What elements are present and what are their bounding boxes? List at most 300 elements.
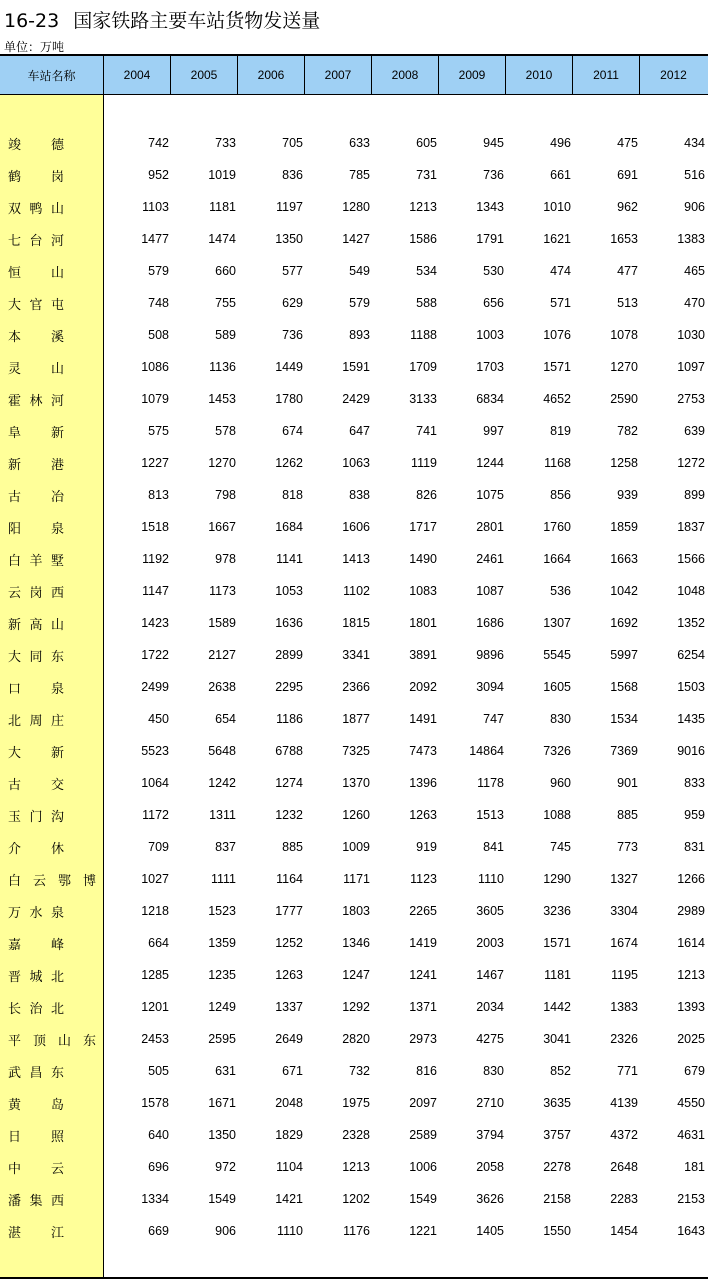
cell-value: 2058 [476,1160,504,1174]
cell-value: 669 [148,1224,169,1238]
cell-value: 470 [684,296,705,310]
cell-value: 633 [349,136,370,150]
cell-value: 2989 [677,904,705,918]
cell-value: 4631 [677,1128,705,1142]
cell-value: 1674 [610,936,638,950]
cell-value: 1006 [409,1160,437,1174]
cell-value: 782 [617,424,638,438]
cell-value: 1343 [476,200,504,214]
cell-value: 1244 [476,456,504,470]
cell-value: 1859 [610,520,638,534]
cell-value: 664 [148,936,169,950]
cell-value: 736 [282,328,303,342]
cell-value: 2034 [476,1000,504,1014]
cell-value: 837 [215,840,236,854]
station-name: 阳 泉 [8,521,64,537]
cell-value: 1490 [409,552,437,566]
cell-value: 1777 [275,904,303,918]
cell-value: 906 [215,1224,236,1238]
cell-value: 1270 [610,360,638,374]
cell-value: 654 [215,712,236,726]
table-title: 国家铁路主要车站货物发送量 [73,10,321,32]
table-row [0,1055,708,1087]
cell-value: 836 [282,168,303,182]
table-row [0,287,708,319]
cell-value: 513 [617,296,638,310]
cell-value: 705 [282,136,303,150]
table-row [0,575,708,607]
cell-value: 1110 [277,1224,303,1238]
cell-value: 1605 [543,680,571,694]
cell-value: 477 [617,264,638,278]
cell-value: 1352 [677,616,705,630]
cell-value: 2638 [208,680,236,694]
cell-value: 1566 [677,552,705,566]
cell-value: 1270 [208,456,236,470]
cell-value: 536 [550,584,571,598]
cell-value: 1221 [409,1224,437,1238]
header-year: 2007 [305,56,372,94]
cell-value: 1350 [208,1128,236,1142]
cell-value: 1088 [543,808,571,822]
station-name: 晋 城 北 [8,969,64,985]
cell-value: 1311 [209,808,236,822]
cell-value: 3094 [476,680,504,694]
cell-value: 1110 [478,872,504,886]
cell-value: 856 [550,488,571,502]
cell-value: 1048 [677,584,705,598]
cell-value: 1534 [610,712,638,726]
cell-value: 1172 [142,808,169,822]
cell-value: 1423 [141,616,169,630]
station-name: 介 休 [8,841,64,857]
station-name: 日 照 [8,1129,64,1145]
header-year: 2004 [104,56,171,94]
cell-value: 1119 [411,456,437,470]
cell-value: 2820 [342,1032,370,1046]
cell-value: 1019 [208,168,236,182]
table-row [0,479,708,511]
cell-value: 785 [349,168,370,182]
cell-value: 647 [349,424,370,438]
cell-value: 1258 [610,456,638,470]
station-name: 武 昌 东 [8,1065,64,1081]
cell-value: 1063 [342,456,370,470]
station-name: 云 岗 西 [8,585,64,601]
station-name: 灵 山 [8,361,64,377]
cell-value: 2429 [342,392,370,406]
cell-value: 1621 [543,232,571,246]
cell-value: 830 [550,712,571,726]
station-name: 大 新 [8,745,64,761]
cell-value: 1009 [342,840,370,854]
cell-value: 7473 [409,744,437,758]
cell-value: 1454 [610,1224,638,1238]
cell-value: 1571 [543,360,571,374]
cell-value: 660 [215,264,236,278]
unit-label: 单位：万吨 [4,40,65,54]
cell-value: 1667 [208,520,236,534]
station-name: 阜 新 [8,425,64,441]
cell-value: 589 [215,328,236,342]
cell-value: 2097 [409,1096,437,1110]
cell-value: 919 [416,840,437,854]
cell-value: 3757 [543,1128,571,1142]
table-row [0,1023,708,1055]
cell-value: 1614 [677,936,705,950]
cell-value: 1227 [141,456,169,470]
cell-value: 1780 [275,392,303,406]
cell-value: 1815 [342,616,370,630]
table-body [0,127,708,1247]
cell-value: 3304 [610,904,638,918]
cell-value: 838 [349,488,370,502]
cell-value: 674 [282,424,303,438]
station-name: 竣 德 [8,137,64,153]
cell-value: 2328 [342,1128,370,1142]
table-bottom-rule [0,1277,708,1279]
cell-value: 534 [416,264,437,278]
cell-value: 1213 [677,968,705,982]
cell-value: 1435 [677,712,705,726]
cell-value: 709 [148,840,169,854]
cell-value: 2589 [409,1128,437,1142]
header-year: 2011 [573,56,640,94]
cell-value: 1280 [342,200,370,214]
cell-value: 939 [617,488,638,502]
cell-value: 1722 [141,648,169,662]
cell-value: 742 [148,136,169,150]
cell-value: 2899 [275,648,303,662]
cell-value: 5997 [610,648,638,662]
cell-value: 1393 [677,1000,705,1014]
cell-value: 3794 [476,1128,504,1142]
cell-value: 755 [215,296,236,310]
cell-value: 1975 [342,1096,370,1110]
cell-value: 819 [550,424,571,438]
table-row [0,1087,708,1119]
table-row [0,223,708,255]
cell-value: 9016 [677,744,705,758]
table-row [0,1183,708,1215]
cell-value: 2153 [677,1192,705,1206]
cell-value: 1102 [343,584,370,598]
table-row [0,991,708,1023]
cell-value: 1042 [610,584,638,598]
cell-value: 1249 [208,1000,236,1014]
cell-value: 1079 [141,392,169,406]
cell-value: 3133 [409,392,437,406]
table-row [0,831,708,863]
cell-value: 3891 [409,648,437,662]
cell-value: 818 [282,488,303,502]
cell-value: 1829 [275,1128,303,1142]
station-name: 黄 岛 [8,1097,64,1113]
cell-value: 960 [550,776,571,790]
cell-value: 1503 [677,680,705,694]
cell-value: 505 [148,1064,169,1078]
cell-value: 2265 [409,904,437,918]
cell-value: 2801 [476,520,504,534]
cell-value: 2649 [275,1032,303,1046]
cell-value: 2048 [275,1096,303,1110]
cell-value: 1803 [342,904,370,918]
table-row [0,159,708,191]
header-year: 2010 [506,56,573,94]
cell-value: 1103 [142,200,169,214]
cell-value: 1442 [543,1000,571,1014]
cell-value: 434 [684,136,705,150]
station-name: 大 官 屯 [8,297,64,313]
cell-value: 952 [148,168,169,182]
table-row [0,511,708,543]
cell-value: 2461 [476,552,504,566]
cell-value: 9896 [476,648,504,662]
cell-value: 661 [550,168,571,182]
cell-value: 1136 [209,360,236,374]
header-year: 2005 [171,56,238,94]
table-row [0,1119,708,1151]
cell-value: 629 [282,296,303,310]
cell-value: 4652 [543,392,571,406]
cell-value: 1837 [677,520,705,534]
cell-value: 771 [617,1064,638,1078]
cell-value: 1181 [209,200,236,214]
cell-value: 1003 [476,328,504,342]
cell-value: 1717 [409,520,437,534]
cell-value: 1123 [410,872,437,886]
cell-value: 1064 [141,776,169,790]
station-name: 北 周 庄 [8,713,64,729]
cell-value: 1383 [677,232,705,246]
table-row [0,799,708,831]
cell-value: 1664 [543,552,571,566]
cell-value: 2753 [677,392,705,406]
station-name: 鹤 岗 [8,169,64,185]
header-year: 2006 [238,56,305,94]
cell-value: 1083 [409,584,437,598]
cell-value: 1421 [275,1192,303,1206]
cell-value: 1290 [543,872,571,886]
header-year: 2012 [660,68,687,82]
cell-value: 4372 [610,1128,638,1142]
station-name: 口 泉 [8,681,64,697]
cell-value: 1589 [208,616,236,630]
cell-value: 4275 [476,1032,504,1046]
station-name: 白 云 鄂 博 [8,873,96,889]
station-name: 古 交 [8,777,64,793]
cell-value: 1252 [275,936,303,950]
cell-value: 2092 [409,680,437,694]
cell-value: 2283 [610,1192,638,1206]
cell-value: 1235 [208,968,236,982]
cell-value: 841 [483,840,504,854]
cell-value: 496 [550,136,571,150]
cell-value: 656 [483,296,504,310]
table-row [0,1215,708,1247]
station-name: 嘉 峰 [8,937,64,953]
cell-value: 1247 [342,968,370,982]
cell-value: 1370 [342,776,370,790]
header-station-name: 车站名称 [0,56,104,94]
station-name: 长 治 北 [8,1001,64,1017]
cell-value: 1550 [543,1224,571,1238]
table-row [0,447,708,479]
cell-value: 1371 [409,1000,437,1014]
cell-value: 2648 [610,1160,638,1174]
cell-value: 1523 [208,904,236,918]
cell-value: 745 [550,840,571,854]
cell-value: 1686 [476,616,504,630]
table-row [0,639,708,671]
cell-value: 1186 [276,712,303,726]
cell-value: 813 [148,488,169,502]
cell-value: 2278 [543,1160,571,1174]
table-row [0,703,708,735]
cell-value: 1097 [677,360,705,374]
cell-value: 885 [282,840,303,854]
cell-value: 549 [349,264,370,278]
cell-value: 773 [617,840,638,854]
table-row [0,863,708,895]
cell-value: 1578 [141,1096,169,1110]
cell-value: 1181 [544,968,571,982]
cell-value: 831 [684,840,705,854]
cell-value: 1513 [476,808,504,822]
cell-value: 1571 [543,936,571,950]
cell-value: 1591 [342,360,370,374]
cell-value: 1413 [342,552,370,566]
cell-value: 1076 [543,328,571,342]
cell-value: 1104 [276,1160,303,1174]
cell-value: 1474 [208,232,236,246]
cell-value: 1202 [342,1192,370,1206]
cell-value: 3605 [476,904,504,918]
station-name: 双 鸭 山 [8,201,64,217]
station-name: 平 顶 山 东 [8,1033,96,1049]
cell-value: 1030 [677,328,705,342]
cell-value: 2326 [610,1032,638,1046]
cell-value: 639 [684,424,705,438]
cell-value: 7369 [610,744,638,758]
cell-value: 1197 [276,200,303,214]
cell-value: 1671 [208,1096,236,1110]
station-name: 新 高 山 [8,617,64,633]
cell-value: 959 [684,808,705,822]
table-row [0,607,708,639]
cell-value: 1549 [208,1192,236,1206]
station-name: 白 羊 墅 [8,553,64,569]
cell-value: 1568 [610,680,638,694]
table-row [0,543,708,575]
cell-value: 1195 [611,968,638,982]
cell-value: 6788 [275,744,303,758]
cell-value: 575 [148,424,169,438]
cell-value: 1087 [476,584,504,598]
cell-value: 2590 [610,392,638,406]
cell-value: 5545 [543,648,571,662]
cell-value: 1173 [209,584,236,598]
cell-value: 901 [617,776,638,790]
cell-value: 1350 [275,232,303,246]
cell-value: 1467 [476,968,504,982]
cell-value: 2973 [409,1032,437,1046]
cell-value: 6834 [476,392,504,406]
cell-value: 5523 [141,744,169,758]
cell-value: 3341 [342,648,370,662]
cell-value: 1078 [610,328,638,342]
cell-value: 733 [215,136,236,150]
cell-value: 1147 [142,584,169,598]
cell-value: 2025 [677,1032,705,1046]
cell-value: 1491 [409,712,437,726]
cell-value: 1709 [409,360,437,374]
cell-value: 1075 [476,488,504,502]
cell-value: 852 [550,1064,571,1078]
cell-value: 747 [483,712,504,726]
cell-value: 577 [282,264,303,278]
cell-value: 4139 [610,1096,638,1110]
page-title [4,6,320,32]
table-row [0,895,708,927]
cell-value: 833 [684,776,705,790]
cell-value: 631 [215,1064,236,1078]
cell-value: 1663 [610,552,638,566]
cell-value: 1692 [610,616,638,630]
cell-value: 1232 [275,808,303,822]
cell-value: 691 [617,168,638,182]
cell-value: 516 [684,168,705,182]
station-name: 新 港 [8,457,64,473]
cell-value: 830 [483,1064,504,1078]
cell-value: 474 [550,264,571,278]
table-row [0,959,708,991]
station-name: 潘 集 西 [8,1193,64,1209]
cell-value: 5648 [208,744,236,758]
station-name: 霍 林 河 [8,393,64,409]
cell-value: 1477 [141,232,169,246]
cell-value: 1164 [276,872,303,886]
cell-value: 2710 [476,1096,504,1110]
station-name: 本 溪 [8,329,64,345]
cell-value: 1703 [476,360,504,374]
cell-value: 1263 [409,808,437,822]
cell-value: 3626 [476,1192,504,1206]
cell-value: 1168 [544,456,571,470]
cell-value: 1241 [409,968,437,982]
cell-value: 1053 [275,584,303,598]
table-row [0,255,708,287]
table-number: 16-23 [4,10,60,32]
cell-value: 465 [684,264,705,278]
cell-value: 1684 [275,520,303,534]
cell-value: 1218 [141,904,169,918]
cell-value: 640 [148,1128,169,1142]
table-row [0,191,708,223]
cell-value: 1027 [141,872,169,886]
cell-value: 1346 [342,936,370,950]
station-name: 大 同 东 [8,649,64,665]
table-row [0,415,708,447]
cell-value: 1791 [476,232,504,246]
cell-value: 893 [349,328,370,342]
cell-value: 14864 [469,744,504,758]
table-row [0,735,708,767]
cell-value: 731 [416,168,437,182]
cell-value: 7326 [543,744,571,758]
cell-value: 1518 [141,520,169,534]
cell-value: 4550 [677,1096,705,1110]
